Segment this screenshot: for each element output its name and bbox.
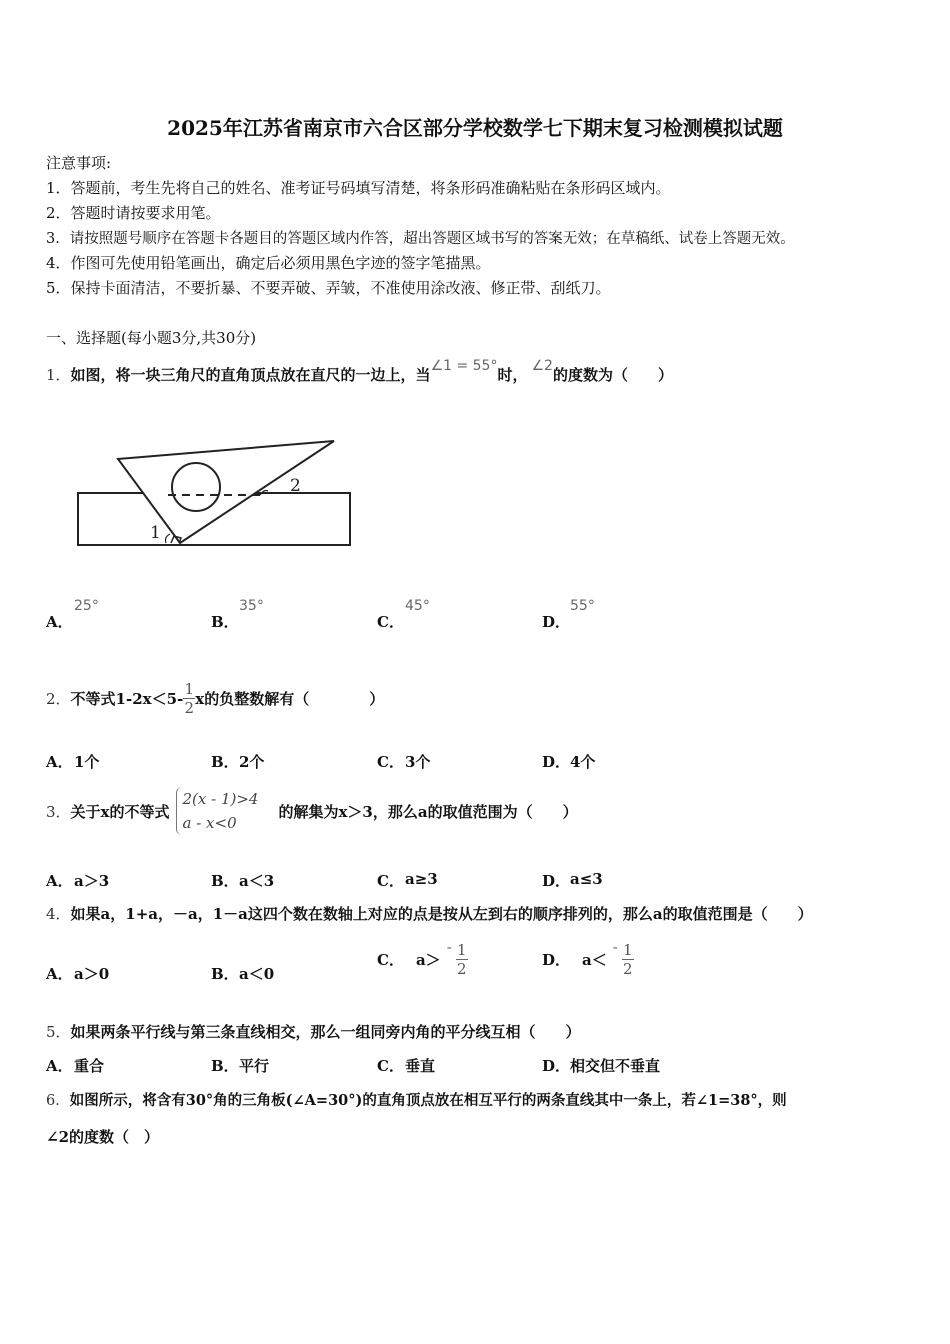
option-label: C．	[377, 613, 404, 631]
fraction	[456, 941, 468, 978]
fraction-numerator: 1	[184, 679, 195, 698]
option-label: B．	[211, 613, 239, 631]
option-value: 35°	[239, 598, 264, 614]
fraction-numerator: 1	[456, 940, 467, 959]
question-number: 3．	[46, 802, 71, 821]
angle-1-label: 1	[150, 523, 161, 543]
note-item: 1．答题前，考生先将自己的姓名、准考证号码填写清楚，将条形码准确粘贴在条形码区域内。	[46, 179, 671, 197]
question-number: 2．	[46, 689, 71, 708]
option-value: a≤3	[570, 870, 603, 888]
option-value: a＜3	[239, 872, 275, 890]
option-label: A．	[46, 753, 73, 771]
option-label: D．	[542, 613, 571, 631]
note-item: 2．答题时请按要求用笔。	[46, 204, 221, 222]
option-label: C．	[377, 950, 404, 969]
question-number: 6．	[46, 1093, 70, 1109]
notes-heading: 注意事项:	[46, 154, 112, 172]
option-value: 重合	[74, 1057, 105, 1075]
option-label: D．	[542, 1057, 571, 1075]
fraction-denominator: 2	[456, 959, 467, 978]
ruler-triangle-figure	[70, 435, 360, 555]
note-item: 3．请按照题号顺序在答题卡各题目的答题区域内作答，超出答题区域书写的答案无效；在草稿纸、试卷上答题无效。	[46, 231, 795, 247]
option-label: C．	[377, 872, 404, 890]
question-6-continued: ∠2的度数（ ）	[46, 1128, 160, 1146]
inequality-system	[176, 787, 259, 835]
option-value: 45°	[405, 598, 430, 614]
option-label: B．	[211, 1057, 239, 1075]
page-title: 2025年江苏省南京市六合区部分学校数学七下期末复习检测模拟试题	[167, 116, 783, 140]
question-1	[46, 358, 673, 385]
option-label: A．	[46, 965, 73, 983]
question-number: 1．	[46, 366, 71, 384]
question-2	[46, 668, 384, 728]
option-c	[377, 936, 468, 982]
fraction-denominator: 2	[184, 698, 195, 717]
option-value: 4个	[570, 753, 596, 771]
fraction-numerator: 1	[623, 940, 633, 959]
question-4	[46, 903, 813, 924]
question-text: 如图，将一块三角尺的直角顶点放在直尺的一边上，当	[70, 366, 431, 384]
question-text: 的解集为x＞3，那么a的取值范围为（ ）	[278, 802, 578, 821]
fraction	[622, 941, 634, 978]
question-6	[46, 1089, 787, 1110]
question-text: 时，	[497, 366, 528, 384]
option-value: 平行	[239, 1057, 270, 1075]
option-label: C．	[377, 753, 404, 771]
question-text: 如图所示，将含有30°角的三角板(∠A=30°)的直角顶点放在相互平行的两条直线其中一条上，若∠1=38°，则	[69, 1092, 787, 1109]
option-label: C．	[377, 1057, 404, 1075]
negative-sign: -	[612, 938, 618, 956]
option-label: A．	[46, 1057, 73, 1075]
question-3	[46, 783, 578, 839]
note-item: 4．作图可先使用铅笔画出，确定后必须用黑色字迹的签字笔描黑。	[46, 254, 491, 272]
option-value: 2个	[239, 753, 265, 771]
question-number: 5．	[46, 1023, 71, 1041]
fraction-denominator: 2	[623, 959, 633, 978]
angle-1-arc	[166, 534, 171, 543]
option-value: 3个	[405, 753, 431, 771]
option-value: a＜0	[239, 965, 275, 983]
math-expression: ∠2	[531, 358, 553, 374]
option-label: B．	[211, 872, 239, 890]
question-number: 4．	[46, 905, 71, 923]
angle-2-label: 2	[290, 476, 301, 496]
option-value: a＜	[582, 950, 607, 969]
option-label: D．	[542, 872, 571, 890]
negative-sign: -	[446, 938, 452, 956]
option-label: B．	[211, 965, 239, 983]
section-heading: 一、选择题(每小题3分,共30分)	[46, 329, 257, 347]
option-value: 垂直	[405, 1057, 436, 1075]
option-value: 55°	[570, 598, 595, 614]
question-text: 如果a，1+a，－a，1－a这四个数在数轴上对应的点是按从左到右的顺序排列的，那么a的取值范围是（ ）	[70, 905, 813, 923]
option-value: 1个	[74, 753, 100, 771]
fraction	[183, 680, 195, 717]
math-expression: ∠1 = 55°	[430, 358, 498, 374]
option-label: D．	[542, 753, 571, 771]
question-5	[46, 1021, 581, 1042]
option-value: a＞0	[74, 965, 110, 983]
question-text: 的度数为（ ）	[552, 366, 673, 384]
inequality-line: 2(x - 1)>4	[182, 790, 259, 808]
option-value: a＞	[415, 950, 441, 969]
note-item: 5．保持卡面清洁，不要折暴、不要弄破、弄皱，不准使用涂改液、修正带、刮纸刀。	[46, 279, 611, 297]
question-text: 不等式1-2x＜5-	[70, 689, 184, 708]
question-text: x的负整数解有（ ）	[195, 689, 385, 708]
option-d	[542, 936, 634, 982]
option-label: D．	[542, 950, 571, 969]
option-label: A．	[46, 872, 73, 890]
inequality-line: a - x<0	[182, 814, 237, 832]
option-value: a＞3	[74, 872, 110, 890]
option-value: 相交但不垂直	[570, 1057, 661, 1075]
question-text: 关于x的不等式	[70, 802, 170, 821]
option-value: a≥3	[405, 870, 438, 888]
question-text: 如果两条平行线与第三条直线相交，那么一组同旁内角的平分线互相（ ）	[70, 1023, 581, 1041]
option-label: A．	[46, 613, 73, 631]
option-value: 25°	[74, 598, 99, 614]
option-label: B．	[211, 753, 239, 771]
